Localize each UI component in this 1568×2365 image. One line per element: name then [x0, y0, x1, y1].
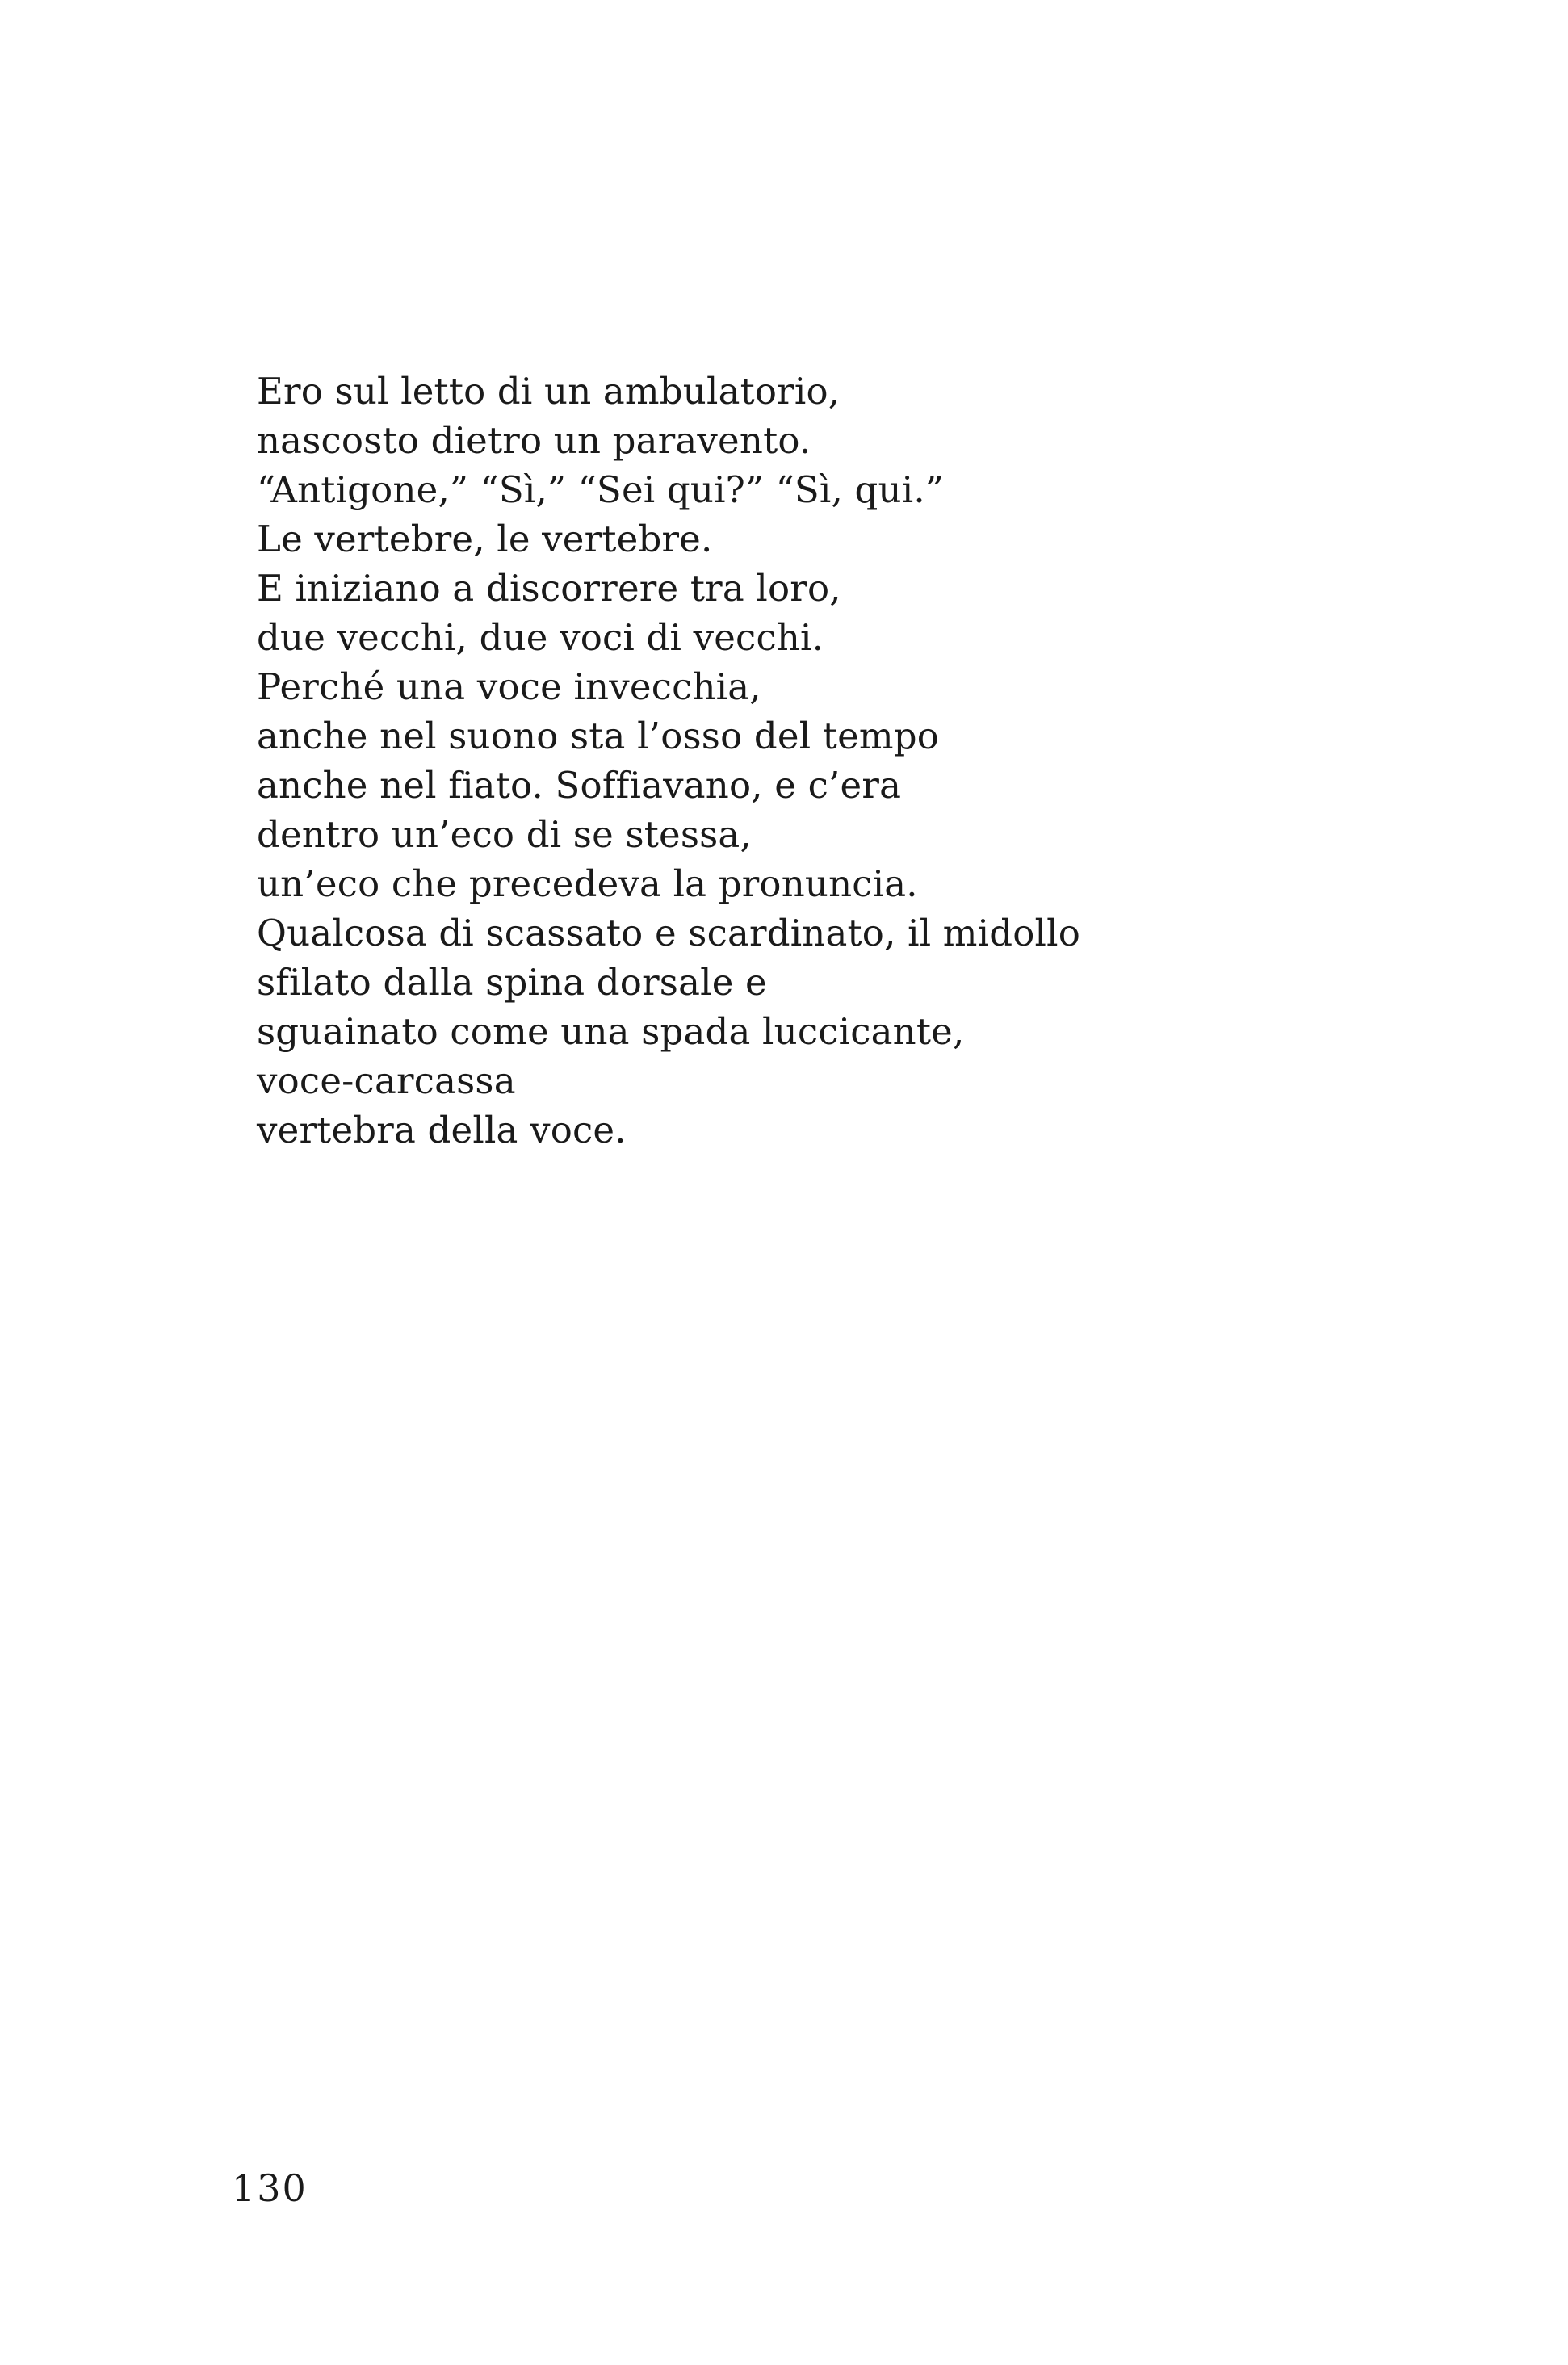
- poem-line: due vecchi, due voci di vecchi.: [257, 616, 824, 659]
- poem-line: Perché una voce invecchia,: [257, 665, 761, 708]
- poem-line: anche nel fiato. Soffiavano, e c’era: [257, 764, 902, 807]
- poem-line: “Antigone,” “Sì,” “Sei qui?” “Sì, qui.”: [257, 468, 945, 511]
- poem-line: dentro un’eco di se stessa,: [257, 813, 752, 856]
- page-number: 130: [232, 2166, 308, 2210]
- poem-line: E iniziano a discorrere tra loro,: [257, 567, 841, 610]
- poem-line: anche nel suono sta l’osso del tempo: [257, 715, 940, 757]
- poem-line: un’eco che precedeva la pronuncia.: [257, 862, 918, 905]
- poem-line: Qualcosa di scassato e scardinato, il midollo: [257, 912, 1081, 954]
- poem-line: Le vertebre, le vertebre.: [257, 518, 713, 560]
- poem-line: nascosto dietro un paravento.: [257, 419, 811, 462]
- poem-line: Ero sul letto di un ambulatorio,: [257, 370, 841, 413]
- poem-line: vertebra della voce.: [257, 1109, 627, 1151]
- poem-line: voce-carcassa: [257, 1059, 516, 1102]
- poem-line: sguainato come una spada luccicante,: [257, 1010, 965, 1053]
- poem-line: sfilato dalla spina dorsale e: [257, 961, 767, 1004]
- poem-text: [257, 367, 1080, 1155]
